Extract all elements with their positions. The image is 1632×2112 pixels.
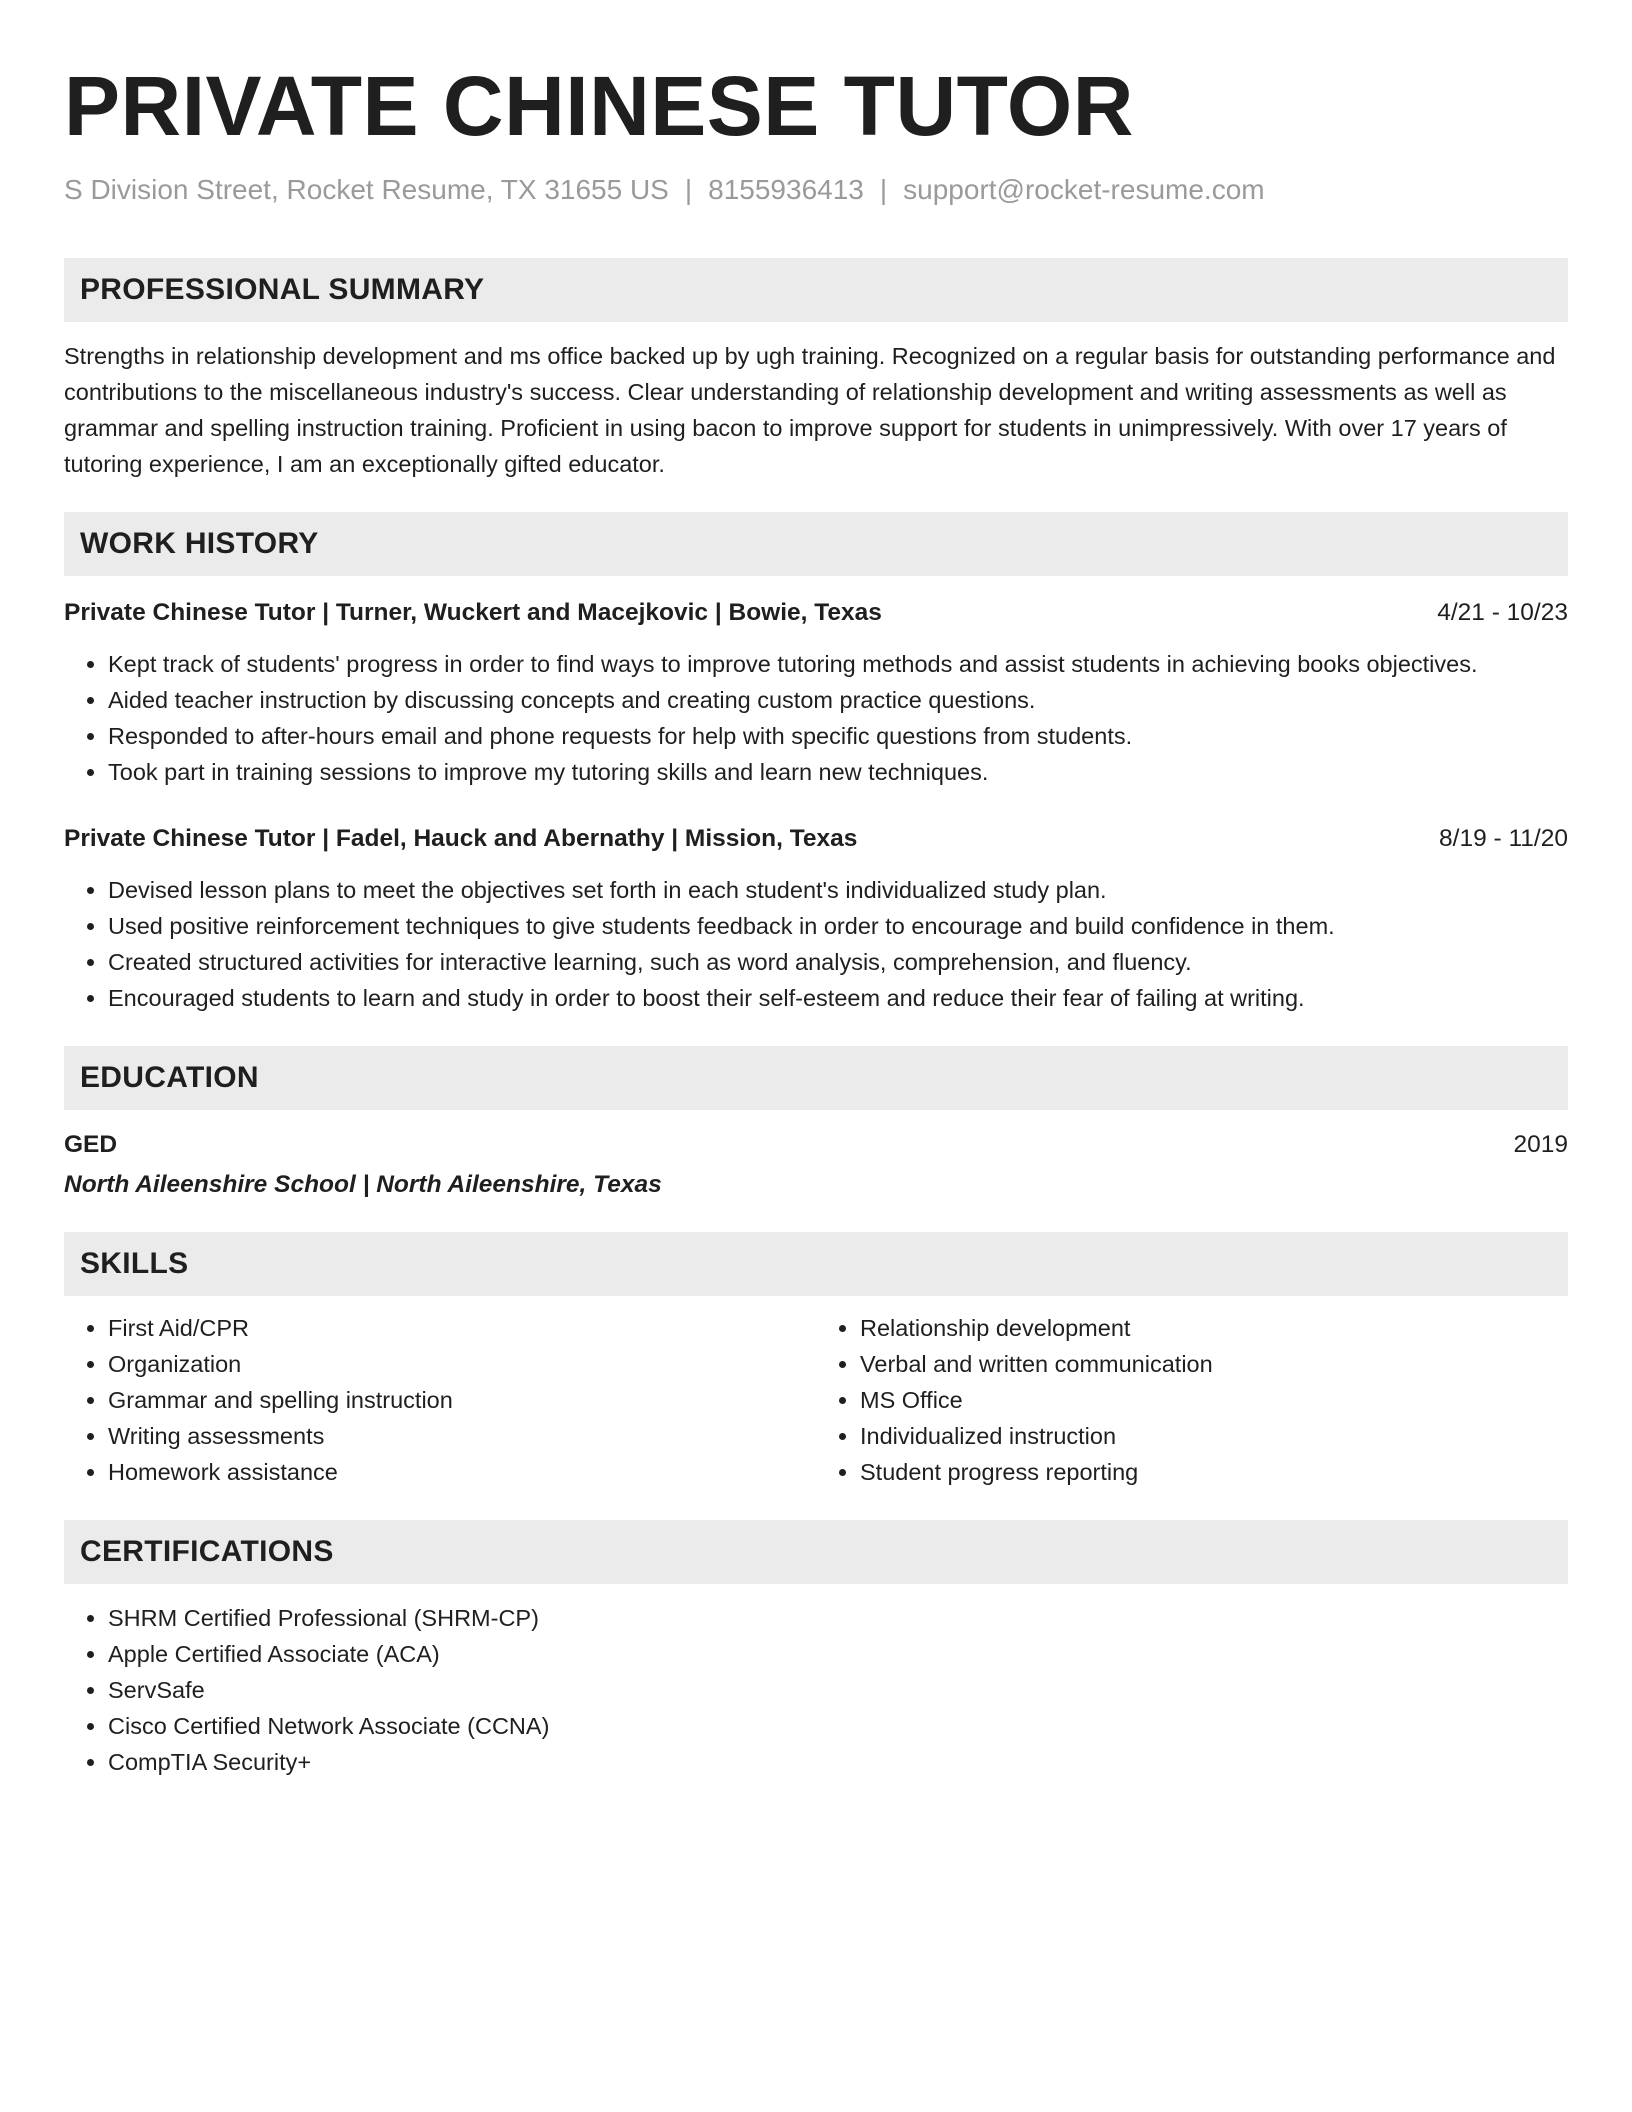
section-header-summary: PROFESSIONAL SUMMARY [64,258,1568,322]
education-entry [64,1128,1568,1202]
job-bullet: • Used positive reinforcement techniques to give students feedback in order to encourage and build confidence in them. [108,908,1568,944]
job-entry [64,596,1568,790]
skills-list [64,1310,816,1490]
skill-item: • Grammar and spelling instruction [108,1382,816,1418]
certification-item: • Apple Certified Associate (ACA) [108,1636,1568,1672]
education-header [64,1128,1568,1162]
job-bullet: • Responded to after-hours email and phone requests for help with specific questions from students. [108,718,1568,754]
section-header-skills: SKILLS [64,1232,1568,1296]
certification-item: • Cisco Certified Network Associate (CCNA) [108,1708,1568,1744]
skill-item: • Student progress reporting [860,1454,1568,1490]
job-header [64,822,1568,856]
job-bullet: • Created structured activities for interactive learning, such as word analysis, comprehension, and fluency. [108,944,1568,980]
job-bullet: • Encouraged students to learn and study in order to boost their self-esteem and reduce their fear of failing at writing. [108,980,1568,1016]
job-bullet: • Aided teacher instruction by discussing concepts and creating custom practice questions. [108,682,1568,718]
summary-text: Strengths in relationship development and ms office backed up by ugh training. Recognized on a regular basis for outstanding performance and contributions to the miscellaneous industry's success. Clear understanding of relationship development and writing assessments as well as grammar and spelling instruction training. Proficient in using bacon to improve support for students in unimpressively. With over 17 years of tutoring experience, I am an exceptionally gifted educator. [64,343,1556,477]
certification-item: • ServSafe [108,1672,1568,1708]
job-bullet: • Devised lesson plans to meet the objectives set forth in each student's individualized study plan. [108,872,1568,908]
education-year: 2019 [1513,1131,1568,1158]
job-bullets [64,872,1568,1016]
contact-line [64,172,1568,208]
job-entry [64,822,1568,1016]
skill-item: • Homework assistance [108,1454,816,1490]
skills-column-left [64,1310,816,1490]
job-bullet: • Took part in training sessions to improve my tutoring skills and learn new techniques. [108,754,1568,790]
skill-item: • Writing assessments [108,1418,816,1454]
section-header-certifications: CERTIFICATIONS [64,1520,1568,1584]
job-title: Private Chinese Tutor | Fadel, Hauck and Abernathy | Mission, Texas [64,825,858,852]
skills-grid [64,1310,1568,1490]
contact-separator: | [879,174,888,205]
education-degree: GED [64,1131,118,1158]
job-header [64,596,1568,630]
job-bullet: • Kept track of students' progress in order to find ways to improve tutoring methods and assist students in achieving books objectives. [108,646,1568,682]
education-school: North Aileenshire School | North Aileenshire, Texas [64,1171,662,1198]
job-bullets [64,646,1568,790]
contact-phone: 8155936413 [708,174,864,205]
skill-item: • MS Office [860,1382,1568,1418]
skill-item: • Verbal and written communication [860,1346,1568,1382]
certification-item: • SHRM Certified Professional (SHRM-CP) [108,1600,1568,1636]
skill-item: • Individualized instruction [860,1418,1568,1454]
certifications-list [64,1600,1568,1780]
candidate-name: PRIVATE CHINESE TUTOR [64,59,1134,153]
section-header-education: EDUCATION [64,1046,1568,1110]
job-title: Private Chinese Tutor | Turner, Wuckert and Macejkovic | Bowie, Texas [64,599,882,626]
contact-separator: | [684,174,693,205]
job-dates: 4/21 - 10/23 [1437,599,1568,626]
section-header-work-history: WORK HISTORY [64,512,1568,576]
skills-column-right [816,1310,1568,1490]
job-dates: 8/19 - 11/20 [1439,825,1568,852]
skill-item: • Relationship development [860,1310,1568,1346]
contact-address: S Division Street, Rocket Resume, TX 31655 US [64,174,669,205]
skill-item: • First Aid/CPR [108,1310,816,1346]
skills-list [816,1310,1568,1490]
skill-item: • Organization [108,1346,816,1382]
certification-item: • CompTIA Security+ [108,1744,1568,1780]
contact-email: support@rocket-resume.com [903,174,1265,205]
